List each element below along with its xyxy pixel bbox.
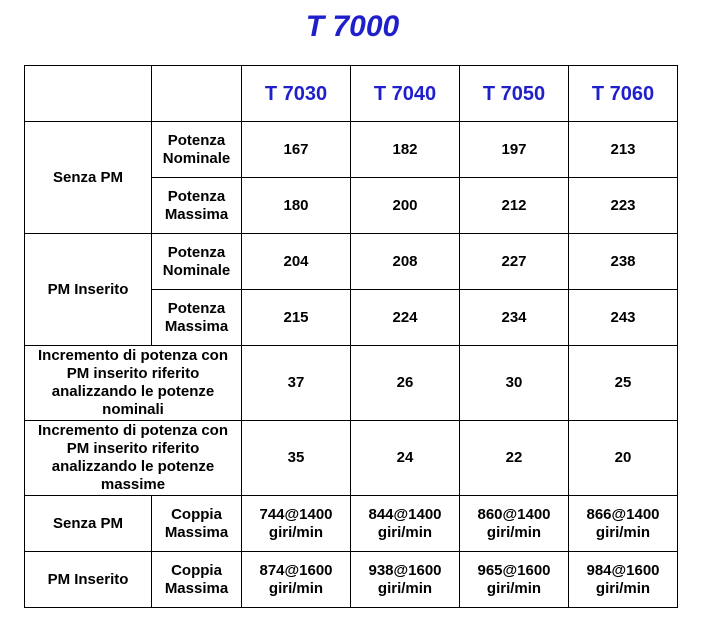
value-cell: 24 <box>351 421 460 496</box>
value-cell: 22 <box>460 421 569 496</box>
table-row <box>25 122 678 178</box>
row-label: Potenza Nominale <box>152 234 242 290</box>
row-label: Coppia Massima <box>152 552 242 608</box>
value-cell: 182 <box>351 122 460 178</box>
value-cell: 223 <box>569 178 678 234</box>
group-label: Senza PM <box>25 496 152 552</box>
row-label: Potenza Massima <box>152 290 242 346</box>
value-cell: 215 <box>242 290 351 346</box>
table-row <box>25 421 678 496</box>
value-cell: 25 <box>569 346 678 421</box>
value-cell: 167 <box>242 122 351 178</box>
value-cell: 20 <box>569 421 678 496</box>
spec-table <box>24 65 678 608</box>
value-cell: 243 <box>569 290 678 346</box>
model-header: T 7040 <box>351 66 460 122</box>
row-label: Incremento di potenza con PM inserito riferito analizzando le potenze nominali <box>25 346 242 421</box>
value-cell: 744@1400 giri/min <box>242 496 351 552</box>
header-empty-cell <box>25 66 152 122</box>
table-row <box>25 552 678 608</box>
value-cell: 965@1600 giri/min <box>460 552 569 608</box>
row-label: Potenza Nominale <box>152 122 242 178</box>
value-cell: 874@1600 giri/min <box>242 552 351 608</box>
value-cell: 208 <box>351 234 460 290</box>
value-cell: 238 <box>569 234 678 290</box>
value-cell: 213 <box>569 122 678 178</box>
value-cell: 204 <box>242 234 351 290</box>
group-label: PM Inserito <box>25 234 152 346</box>
row-label: Coppia Massima <box>152 496 242 552</box>
value-cell: 227 <box>460 234 569 290</box>
value-cell: 212 <box>460 178 569 234</box>
value-cell: 200 <box>351 178 460 234</box>
value-cell: 197 <box>460 122 569 178</box>
table-row <box>25 496 678 552</box>
table-row <box>25 234 678 290</box>
header-empty-cell <box>152 66 242 122</box>
value-cell: 234 <box>460 290 569 346</box>
page-title: T 7000 <box>305 10 400 43</box>
value-cell: 35 <box>242 421 351 496</box>
value-cell: 844@1400 giri/min <box>351 496 460 552</box>
value-cell: 866@1400 giri/min <box>569 496 678 552</box>
table-row <box>25 346 678 421</box>
header-row <box>25 66 678 122</box>
value-cell: 30 <box>460 346 569 421</box>
value-cell: 938@1600 giri/min <box>351 552 460 608</box>
group-label: PM Inserito <box>25 552 152 608</box>
row-label: Incremento di potenza con PM inserito riferito analizzando le potenze massime <box>25 421 242 496</box>
model-header: T 7060 <box>569 66 678 122</box>
model-header: T 7050 <box>460 66 569 122</box>
value-cell: 180 <box>242 178 351 234</box>
value-cell: 26 <box>351 346 460 421</box>
value-cell: 37 <box>242 346 351 421</box>
value-cell: 860@1400 giri/min <box>460 496 569 552</box>
row-label: Potenza Massima <box>152 178 242 234</box>
value-cell: 224 <box>351 290 460 346</box>
group-label: Senza PM <box>25 122 152 234</box>
value-cell: 984@1600 giri/min <box>569 552 678 608</box>
model-header: T 7030 <box>242 66 351 122</box>
